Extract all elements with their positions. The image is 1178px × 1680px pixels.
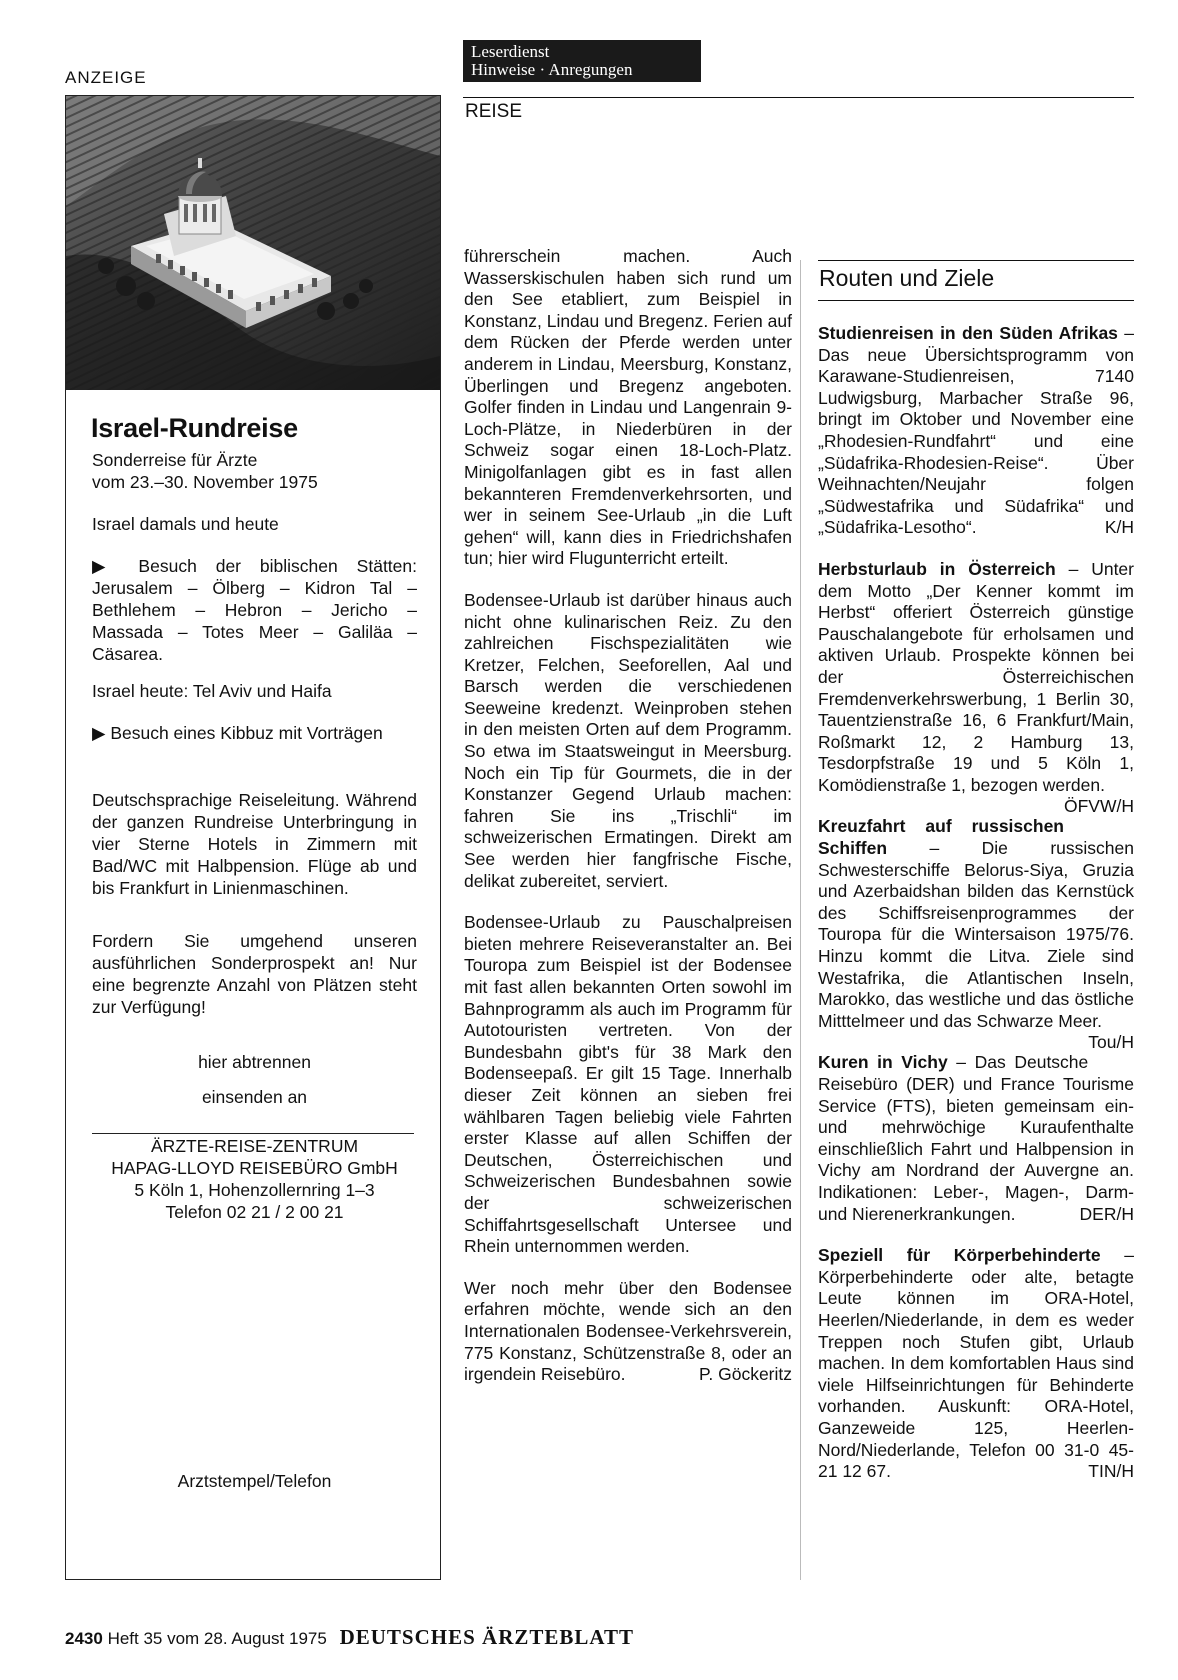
news-item xyxy=(818,1245,1134,1483)
news-item xyxy=(818,558,1134,817)
news-item-title: Herbsturlaub in Österreich xyxy=(818,558,1056,579)
section-rule xyxy=(463,97,1134,98)
news-item xyxy=(818,1052,1134,1225)
issue-info: Heft 35 vom 28. August 1975 xyxy=(107,1629,327,1648)
news-item-title: Speziell für Körperbehinderte xyxy=(818,1245,1101,1266)
address-line-3: 5 Köln 1, Hohenzollernring 1–3 xyxy=(134,1180,375,1200)
page-number: 2430 xyxy=(65,1629,103,1648)
heading-rule xyxy=(818,260,1134,261)
news-item-body: – Körperbehinderte oder alte, betagte Leute können im ORA-Hotel, Heerlen/Niederlande, in dem es weder Treppen noch Stufen gibt, Urlaub machen. In dem komfortablen Haus sind viele Hilfseinrichtungen für Behinderte vorhanden. Auskunft: ORA-Hotel, Ganzeweide 125, Heerlen-Nord/Niederlande, Telefon 00 31-0 45-21 12 67. xyxy=(818,1245,1134,1482)
news-item-title: Studienreisen in den Süden Afrikas xyxy=(818,323,1118,343)
article-paragraph: führerschein machen. Auch Wasserskischulen haben sich rund um den See etabliert, zum Beispiel in Konstanz, Lindau und Bregenz. Ferien auf dem Rücken der Pferde werden unter anderem in Lindau, Meersburg, Konstanz, Überlingen und Bregenz angeboten. Golfer finden in Lindau und Langenrain 9-Loch-Plätze, in Niederbüren in der Schweiz sogar einen 18-Loch-Platz. Minigolfanlagen gibt es in fast allen bekannteren Fremdenverkehrsorten, und wer in seinem See-Urlaub „in die Luft gehen“ will, kann dies in Friedrichshafen tun; hier wird Flugunterricht erteilt. xyxy=(464,246,792,569)
ad-label: ANZEIGE xyxy=(65,68,147,87)
news-item-source: Tou/H xyxy=(1088,1032,1134,1053)
article-column-middle xyxy=(464,246,792,1386)
ad-paragraph-travel: Deutschsprachige Reiseleitung. Während der ganzen Rundreise Unterbringung in vier Sterne Hotels in Zimmern mit Bad/WC mit Halbpension. Flüge ab und bis Frankfurt in Linienmaschinen. xyxy=(92,790,417,898)
article-paragraph: Bodensee-Urlaub zu Pauschalpreisen bieten mehrere Reiseveranstalter an. Bei Touropa zum Beispiel ist der Bodensee mit fast allen bekannten Orten sowohl im Bahnprogramm als auch im Programm für Autotouristen vertreten. Von der Bundesbahn gibt's für 38 Mark den Bodenseepaß. Er gilt 15 Tage. Innerhalb dieser Zeit können an sieben frei wählbaren Tagen beliebig viele Fahrten erster Klasse auf allen Schiffen der Deutschen, Österreichischen und Schweizerischen Bundesbahnen sowie der schweizerischen Schiffahrtsgesellschaft Untersee und Rhein unternommen werden. xyxy=(464,912,792,1257)
ad-heading-then-now: Israel damals und heute xyxy=(92,514,279,534)
news-item xyxy=(818,816,1134,1053)
leserdienst-box xyxy=(463,40,701,82)
page-footer xyxy=(65,1625,634,1650)
journal-name: DEUTSCHES ÄRZTEBLATT xyxy=(339,1625,635,1649)
heading-rule xyxy=(818,300,1134,301)
ad-heading-today: Israel heute: Tel Aviv und Haifa xyxy=(92,681,332,701)
leserdienst-subtitle: Hinweise · Anregungen xyxy=(471,60,633,79)
ad-paragraph-order: Fordern Sie umgehend unseren ausführlichen Sonderprospekt an! Nur eine begrenzte Anzahl von Plätzen steht zur Verfügung! xyxy=(92,931,417,1017)
article-paragraph-text: Wer noch mehr über den Bodensee erfahren möchte, wende sich an den Internationalen Bodensee-Verkehrsverein, 775 Konstanz, Schützenstraße 8, oder an irgendein Reisebüro. xyxy=(464,1277,792,1385)
ad-subtitle-1: Sonderreise für Ärzte xyxy=(92,450,258,470)
news-item-body: – Das Deutsche Reisebüro (DER) und France Tourisme Service (FTS), bieten gemeinsam ein- und mehrwöchige Kuraufenthalte einschließlich Fahrt und Halbpension in Vichy am Nordrand der Auvergne an. Indikationen: Leber-, Magen-, Darm- und Nierenerkrankungen. xyxy=(818,1052,1134,1224)
news-item-body: – Das neue Übersichtsprogramm von Karawane-Studienreisen, 7140 Ludwigsburg, Marbacher Straße 96, bringt im Oktober und November eine „Rhodesien-Rundfahrt“ und eine „Südafrika-Rhodesien-Reise“. Über Weihnachten/Neujahr folgen „Südwestafrika und Südafrika“ und „Südafrika-Lesotho“. xyxy=(818,323,1134,538)
news-item xyxy=(818,323,1134,539)
ad-item-biblical-sites: ▶ Besuch der biblischen Stätten: Jerusalem – Ölberg – Kidron Tal – Bethlehem – Hebron – Jericho – Massada – Totes Meer – Galiläa – Cäsarea. xyxy=(92,556,417,664)
address-line-2: HAPAG-LLOYD REISEBÜRO GmbH xyxy=(111,1158,398,1178)
news-item-title: Kuren in Vichy xyxy=(818,1052,948,1073)
author-signature: P. Göckeritz xyxy=(698,1364,792,1385)
news-item-body: – Die russischen Schwesterschiffe Belorus-Siya, Gruzia und Azerbaidshan bilden das Kernstück des Schiffsreisenprogrammes der Touropa für die Wintersaison 1975/76. Hinzu kommt die Litva. Ziele sind Westafrika, die Atlantischen Inseln, Marokko, das westliche und das östliche Mitttelmeer und das Schwarze Meer. xyxy=(818,838,1134,1031)
cut-here-label: hier abtrennen xyxy=(198,1052,311,1072)
news-item-source: ÖFVW/H xyxy=(1064,796,1134,817)
church-aerial-photo xyxy=(66,96,440,390)
article-paragraph xyxy=(464,1278,792,1386)
news-item-body: – Unter dem Motto „Der Kenner kommt im Herbst“ offeriert Österreich günstige Pauschalangebote für erholsamen und aktiven Urlaub. Prospekte können bei der Österreichischen Fremdenverkehrswerbung, 1 Berlin 30, Tauentzienstraße 16, 6 Frankfurt/Main, Roßmarkt 12, 2 Hamburg 13, Tesdorpfstraße 19 und 5 Köln 1, Komödienstraße 1, bezogen werden. xyxy=(818,558,1134,795)
ad-item-kibbuz: ▶ Besuch eines Kibbuz mit Vorträgen xyxy=(92,723,383,743)
article-column-right xyxy=(818,323,1134,1483)
routes-heading: Routen und Ziele xyxy=(819,265,995,291)
article-paragraph: Bodensee-Urlaub ist darüber hinaus auch nicht ohne kulinarischen Reiz. Zu den zahlreichen Fischspezialitäten wie Kretzer, Felchen, Seeforellen, Aal und Barsch werden die verschiedenen Seeweine kredenzt. Weinproben stehen in den meisten Orten auf dem Programm. So etwa im Staatsweingut in Meersburg. Noch ein Tip für Gourmets, die in der Konstanzer Gegend Urlaub machen: fahren Sie ins „Trischli“ im schweizerischen Ermatingen. Direkt am See werden hier fangfrische Fische, delikat zubereitet, serviert. xyxy=(464,589,792,891)
news-item-source: DER/H xyxy=(1079,1203,1134,1224)
ad-subtitle-2: vom 23.–30. November 1975 xyxy=(92,472,318,492)
news-item-title: Kreuzfahrt auf russischen Schiffen xyxy=(818,816,1064,859)
address-line-1: ÄRZTE-REISE-ZENTRUM xyxy=(150,1136,359,1156)
cut-line xyxy=(92,1133,414,1134)
ad-title: Israel-Rundreise xyxy=(91,413,298,443)
news-item-source: K/H xyxy=(1104,517,1134,538)
news-item-source: TIN/H xyxy=(1088,1461,1134,1482)
doctor-stamp-label: Arztstempel/Telefon xyxy=(177,1471,332,1491)
section-title: REISE xyxy=(465,101,523,122)
column-divider xyxy=(800,260,801,1580)
address-line-4: Telefon 02 21 / 2 00 21 xyxy=(165,1202,344,1222)
leserdienst-title: Leserdienst xyxy=(471,42,550,61)
send-to-label: einsenden an xyxy=(201,1087,308,1107)
